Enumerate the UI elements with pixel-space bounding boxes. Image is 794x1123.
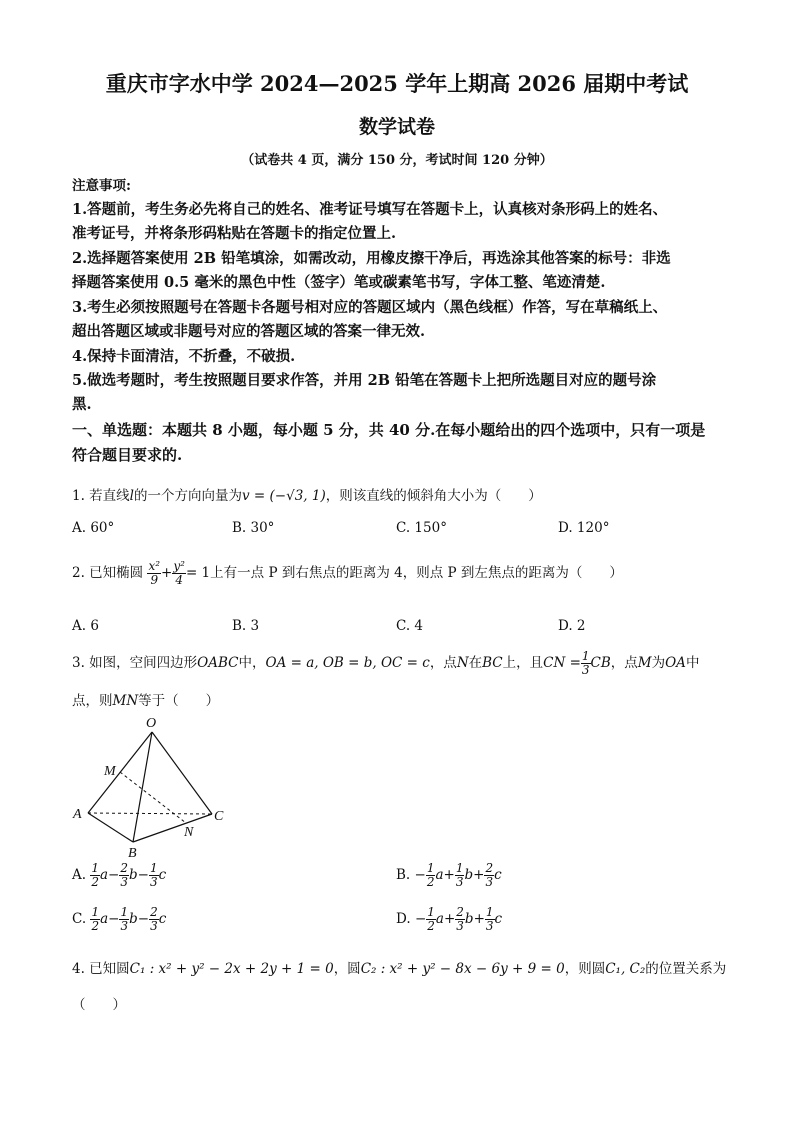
term-vector: c <box>158 867 167 883</box>
q3-prefix: 3. 如图，空间四边形 <box>72 655 198 671</box>
q2-frac2-den: 4 <box>175 573 183 587</box>
term-sign: − <box>108 911 120 927</box>
q3-mid: 中， <box>238 655 266 671</box>
term-fraction: $\frac{1}{3}$ <box>485 905 494 933</box>
q2-option-c[interactable]: C. 4 <box>396 618 424 634</box>
term-vector: b <box>129 867 138 883</box>
term-sign: − <box>137 867 149 883</box>
edge-bc <box>133 814 212 842</box>
edge-ab <box>88 813 133 842</box>
q3-line2-prefix: 点，则 <box>72 693 113 709</box>
q4-c1c2: C₁, C₂ <box>605 961 646 977</box>
q3-cb: CB <box>590 655 611 671</box>
question-4 <box>72 957 726 977</box>
term-vector: b <box>129 911 138 927</box>
q3-vectors: OA = a, OB = b, OC = c <box>265 655 430 671</box>
q2-frac1-den: 9 <box>150 573 159 587</box>
q3-cn-num: 1 <box>581 649 590 663</box>
q4-mid2: ，则圆 <box>564 961 606 977</box>
label-b: B <box>128 846 137 860</box>
q1-option-b[interactable]: B. 30° <box>232 520 275 536</box>
exam-info: （试卷共 4 页，满分 150 分，考试时间 120 分钟） <box>241 153 553 168</box>
term-vector: a <box>99 867 109 883</box>
term-fraction: $\frac{2}{3}$ <box>150 905 158 933</box>
label-m: M <box>104 764 116 779</box>
term-vector: c <box>494 911 503 927</box>
exam-subtitle: 数学试卷 <box>358 116 435 138</box>
notice-line: 1.答题前，考生务必先将自己的姓名、准考证号填写在答题卡上，认真核对条形码上的姓名、 <box>72 201 668 218</box>
term-sign: − <box>414 911 427 927</box>
term-vector: b <box>464 911 474 927</box>
term-sign: + <box>443 911 456 927</box>
term-fraction: $\frac{1}{2}$ <box>427 905 435 933</box>
term-sign: − <box>414 867 426 883</box>
term-vector: b <box>464 867 474 883</box>
q3-mid4: 上，且 <box>502 655 544 671</box>
q2-suffix: 上有一点 P 到右焦点的距离为 4，则点 P 到左焦点的距离为（ ） <box>210 565 623 581</box>
q3-mn: MN <box>112 693 139 709</box>
term-fraction: $\frac{1}{2}$ <box>91 861 99 889</box>
label-c: C <box>214 809 224 824</box>
edge-oc <box>152 732 212 814</box>
q2-plus: + <box>161 565 173 581</box>
question-2 <box>72 560 623 587</box>
q1-option-c[interactable]: C. 150° <box>396 520 447 536</box>
notice-line: 4.保持卡面清洁，不折叠，不破损. <box>72 348 296 365</box>
notice-line: 黑. <box>72 396 92 413</box>
exam-title: 重庆市字水中学 2024—2025 学年上期高 2026 届期中考试 <box>105 71 689 96</box>
q4-circle-c1: C₁ : x² + y² − 2x + 2y + 1 = 0 <box>129 961 334 977</box>
notice-line: 5.做选考题时，考生按照题目要求作答，并用 2B 铅笔在答题卡上把所选题目对应的题号涂 <box>72 372 657 389</box>
term-vector: a <box>100 911 109 927</box>
question-1 <box>72 484 542 504</box>
q3-option-c[interactable] <box>72 906 166 933</box>
notice-line: 3.考生必须按照题号在答题卡各题号相对应的答题区域内（黑色线框）作答，写在草稿纸上、 <box>72 299 668 316</box>
term-fraction: $\frac{2}{3}$ <box>456 905 464 933</box>
q1-option-d[interactable]: D. 120° <box>558 520 610 536</box>
term-fraction: $\frac{1}{3}$ <box>149 861 158 889</box>
term-fraction: $\frac{1}{3}$ <box>120 905 129 933</box>
q2-prefix: 2. 已知椭圆 <box>72 565 144 581</box>
term-vector: a <box>435 911 444 927</box>
q3-option-d[interactable] <box>396 906 502 933</box>
notice-line: 超出答题区域或非题号对应的答题区域的答案一律无效. <box>72 323 426 340</box>
label-n: N <box>184 825 194 840</box>
q1-var-l: l <box>129 488 134 504</box>
q3-mid3: 在 <box>468 655 483 671</box>
edge-ob <box>133 732 152 842</box>
option-letter: B. <box>396 867 415 883</box>
term-sign: + <box>443 867 455 883</box>
notice-line: 择题答案使用 0.5 毫米的黑色中性（签字）笔或碳素笔书写，字体工整、笔迹清楚. <box>72 274 606 291</box>
question-3-line2 <box>72 689 219 709</box>
q2-fraction-x <box>147 560 161 587</box>
q1-mid: 的一个方向向量为 <box>134 488 242 504</box>
term-sign: − <box>137 911 150 927</box>
q3-m: M <box>637 655 652 671</box>
q3-suffix3: 中 <box>685 655 700 671</box>
q2-fraction-y <box>172 560 186 587</box>
q3-cn-den: 3 <box>581 663 590 677</box>
term-vector: c <box>158 911 167 927</box>
term-sign: + <box>473 911 485 927</box>
q2-eq: = 1 <box>185 565 211 581</box>
option-letter: A. <box>72 867 91 883</box>
section-heading-cont: 符合题目要求的. <box>72 446 183 464</box>
q3-mid2: ，点 <box>429 655 457 671</box>
q1-prefix: 1. 若直线 <box>72 488 130 504</box>
q3-suffix: ，点 <box>610 655 638 671</box>
q1-vector: v = (−√3, 1) <box>242 488 326 504</box>
q2-frac1-num: x² <box>148 559 161 573</box>
q3-line2-suffix: 等于（ ） <box>138 693 220 709</box>
edge-ac-dashed <box>88 813 212 814</box>
term-fraction: $\frac{1}{3}$ <box>455 861 464 889</box>
term-fraction: $\frac{1}{2}$ <box>91 905 100 933</box>
segment-mn-dashed <box>120 772 186 823</box>
label-a: A <box>73 807 82 822</box>
label-o: O <box>146 716 157 731</box>
q4-circle-c2: C₂ : x² + y² − 8x − 6y + 9 = 0 <box>360 961 565 977</box>
q4-answer-paren: （ ） <box>72 997 126 1013</box>
q3-bc: BC <box>482 655 503 671</box>
term-vector: a <box>435 867 444 883</box>
q3-cn: CN = <box>543 655 581 671</box>
option-letter: D. <box>396 911 415 927</box>
q2-frac2-num: y² <box>173 559 185 573</box>
term-fraction: $\frac{2}{3}$ <box>485 861 494 889</box>
question-3-line1 <box>72 650 699 677</box>
term-vector: c <box>494 867 502 883</box>
notice-line: 准考证号，并将条形码粘贴在答题卡的指定位置上. <box>72 225 397 242</box>
section-heading: 一、单选题：本题共 8 小题，每小题 5 分，共 40 分.在每小题给出的四个选项中，只有一项是 <box>72 421 706 439</box>
q1-option-a[interactable]: A. 60° <box>72 520 115 536</box>
q3-option-b[interactable] <box>396 862 502 889</box>
q3-option-a[interactable] <box>72 862 166 889</box>
q2-option-d[interactable]: D. 2 <box>558 618 586 634</box>
q3-oa: OA <box>665 655 686 671</box>
q3-suffix2: 为 <box>651 655 666 671</box>
q4-mid: ，圆 <box>333 961 361 977</box>
notice-heading: 注意事项: <box>72 178 131 194</box>
q2-option-b[interactable]: B. 3 <box>232 618 260 634</box>
term-sign: + <box>473 867 485 883</box>
term-fraction: $\frac{1}{2}$ <box>426 861 435 889</box>
q4-prefix: 4. 已知圆 <box>72 961 130 977</box>
q1-suffix: ，则该直线的倾斜角大小为（ ） <box>325 488 542 504</box>
q3-oabc: OABC <box>197 655 239 671</box>
notice-line: 2.选择题答案使用 2B 铅笔填涂，如需改动，用橡皮擦干净后，再选涂其他答案的标号：非选 <box>72 250 671 267</box>
tetrahedron-figure <box>70 712 230 860</box>
option-letter: C. <box>72 911 91 927</box>
term-fraction: $\frac{2}{3}$ <box>120 861 128 889</box>
q3-cn-fraction <box>581 650 591 677</box>
term-sign: − <box>108 867 120 883</box>
q4-suffix: 的位置关系为 <box>645 961 727 977</box>
q3-n: N <box>456 655 469 671</box>
q2-option-a[interactable]: A. 6 <box>72 618 99 634</box>
